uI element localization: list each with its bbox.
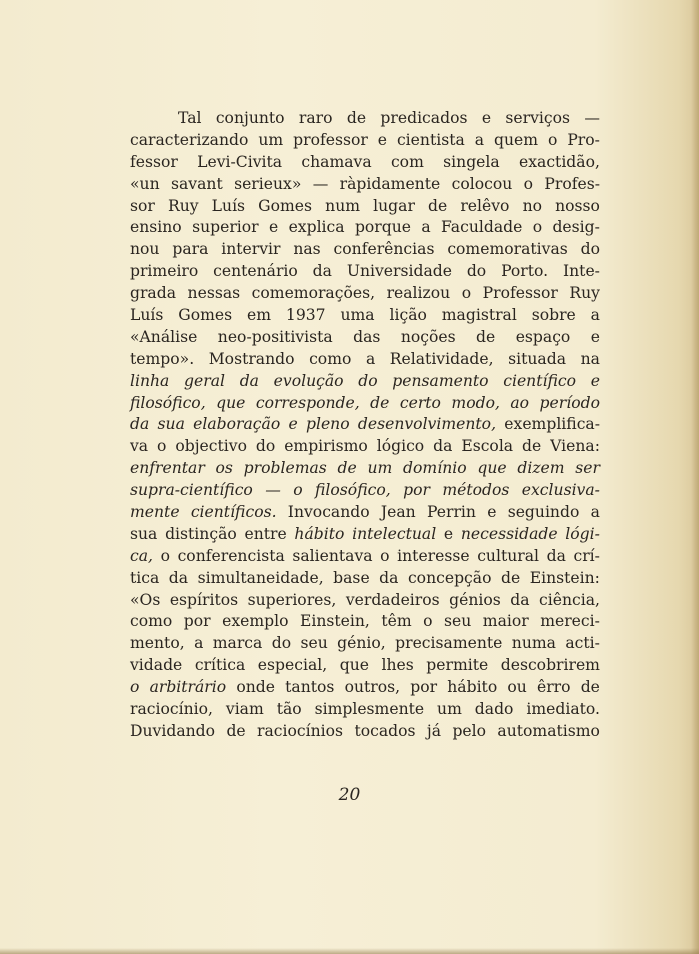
word: intervir <box>221 240 281 259</box>
word: enfrentar <box>130 459 205 478</box>
word: domínio <box>403 459 467 478</box>
word: crí- <box>573 546 600 565</box>
word: que <box>477 459 507 478</box>
word: dado <box>474 700 514 719</box>
word: ciência, <box>539 590 600 609</box>
word: tantos <box>285 678 335 697</box>
text-line <box>130 261 600 283</box>
word: elaboração <box>193 415 281 434</box>
word: «un <box>130 174 160 193</box>
word: e <box>377 130 387 149</box>
word: geral <box>184 371 225 390</box>
text-line <box>130 305 600 327</box>
word: da <box>168 568 189 587</box>
word: «Análise <box>130 327 198 346</box>
word: para <box>172 240 209 259</box>
word: da <box>312 262 332 281</box>
word: espíritos <box>169 590 239 609</box>
word: necessidade <box>460 524 558 543</box>
word: como <box>130 612 173 631</box>
page-bottom-shadow <box>0 948 699 954</box>
word: Einstein, <box>299 612 370 631</box>
word: e <box>443 524 454 543</box>
word: desig- <box>552 218 600 237</box>
word: simplesmente <box>314 700 425 719</box>
word: raro <box>298 109 333 127</box>
word: Porto. <box>501 262 549 281</box>
word: objectivo <box>175 437 247 456</box>
word: simultaneidade, <box>197 568 324 587</box>
word: noções <box>400 327 456 346</box>
word: lógico <box>376 437 425 456</box>
word: num <box>325 196 361 215</box>
word: evolução <box>273 371 344 390</box>
page-number: 20 <box>338 785 361 805</box>
word: como <box>309 349 352 368</box>
word: supra-científico <box>130 481 253 500</box>
word: grada <box>130 284 177 303</box>
word: da <box>546 546 566 565</box>
word: concepção <box>407 568 492 587</box>
word: ao <box>510 393 530 412</box>
word: comemorativas <box>447 240 568 259</box>
text-line <box>130 414 600 436</box>
word: superiores, <box>247 590 337 609</box>
word: outros, <box>344 678 401 697</box>
word: sua <box>130 524 158 543</box>
word: conferencista <box>177 546 285 565</box>
word: Invocando <box>287 503 370 522</box>
word: tempo». <box>130 349 195 368</box>
word: porque <box>354 218 412 237</box>
word: problemas <box>243 459 327 478</box>
word: os <box>215 459 233 478</box>
word: serviços <box>505 109 570 127</box>
text-line <box>130 590 600 612</box>
word: no <box>522 196 542 215</box>
word: e <box>590 327 600 346</box>
word: nou <box>130 240 160 259</box>
word: onde <box>236 678 275 697</box>
word: colocou <box>451 174 513 193</box>
text-line <box>130 721 600 743</box>
word: hábito <box>447 678 498 697</box>
word: exemplo <box>222 612 289 631</box>
word: uma <box>340 306 375 325</box>
word: seu <box>300 634 328 653</box>
word: vidade <box>130 656 183 675</box>
word: por <box>410 678 438 697</box>
word: nas <box>293 240 321 259</box>
word: com <box>390 152 424 171</box>
text-line <box>130 655 600 677</box>
word: fessor <box>130 152 178 171</box>
word: maior <box>482 612 529 631</box>
word: que <box>216 393 246 412</box>
word: primeiro <box>130 262 199 281</box>
word: ràpidamente <box>339 174 441 193</box>
word: da <box>379 568 399 587</box>
word: Gomes <box>178 306 233 325</box>
word: tica <box>130 568 160 587</box>
word: e <box>487 503 497 522</box>
word: científicos. <box>190 503 277 522</box>
word: professor <box>293 130 368 149</box>
word: e <box>268 218 279 237</box>
word: Professor <box>482 284 558 303</box>
word: o <box>423 612 433 631</box>
word: crítica <box>194 656 246 675</box>
word: Viena: <box>550 437 600 456</box>
word: numa <box>511 634 556 653</box>
word: da <box>433 437 453 456</box>
word: de <box>337 459 357 478</box>
word: Pro- <box>567 130 600 149</box>
word: em <box>247 306 272 325</box>
word: magistral <box>441 306 517 325</box>
text-line <box>130 524 600 546</box>
word: Escola <box>461 437 514 456</box>
word: do <box>358 371 378 390</box>
word: do <box>580 240 600 259</box>
word: pensamento <box>392 371 489 390</box>
word: do <box>255 437 276 456</box>
word: singela <box>443 152 500 171</box>
word: e <box>590 371 600 390</box>
word: exemplifica- <box>504 415 600 434</box>
word: Ruy <box>569 284 600 303</box>
word: e <box>481 109 492 127</box>
text-line <box>130 458 600 480</box>
word: permite <box>426 656 489 675</box>
word: sor <box>130 196 155 215</box>
word: serieux» <box>234 174 302 193</box>
word: 1937 <box>285 306 326 325</box>
word: de <box>370 393 390 412</box>
word: a <box>365 349 376 368</box>
word: científico <box>503 371 577 390</box>
word: ser <box>575 459 600 478</box>
word: conferências <box>333 240 435 259</box>
word: tão <box>276 700 302 719</box>
word: já <box>426 721 442 740</box>
word: a <box>421 218 431 237</box>
word: seguindo <box>507 503 580 522</box>
text-line <box>130 239 600 261</box>
word: hábito <box>294 524 345 543</box>
text-line <box>130 349 600 371</box>
text-line <box>130 327 600 349</box>
word: raciocínios <box>257 721 344 740</box>
word: do <box>271 634 292 653</box>
text-line <box>130 174 600 196</box>
word: filosófico, <box>130 393 206 412</box>
word: base <box>333 568 370 587</box>
word: exactidão, <box>519 152 600 171</box>
word: Gomes <box>258 196 313 215</box>
word: entre <box>244 524 287 543</box>
word: automatismo <box>497 721 600 740</box>
body-text <box>130 108 600 743</box>
word: período <box>539 393 600 412</box>
word: o <box>380 546 390 565</box>
word: quem <box>493 130 539 149</box>
word: cientista <box>396 130 465 149</box>
word: na <box>580 349 600 368</box>
text-line <box>130 152 600 174</box>
word: métodos <box>442 481 510 500</box>
word: marca <box>212 634 263 653</box>
word: Ruy <box>167 196 199 215</box>
word: um <box>367 459 393 478</box>
word: mente <box>130 503 180 522</box>
text-line <box>130 436 600 458</box>
word: a <box>590 306 600 325</box>
word: tocados <box>354 721 416 740</box>
word: va <box>130 437 149 456</box>
word: raciocínio, <box>130 700 213 719</box>
word: neo-positivista <box>217 327 333 346</box>
word: «Os <box>130 590 161 609</box>
text-line <box>130 371 600 393</box>
word: precisamente <box>395 634 503 653</box>
word: o <box>130 678 140 697</box>
word: chamava <box>301 152 372 171</box>
word: pleno <box>305 415 350 434</box>
word: por <box>183 612 211 631</box>
word: Faculdade <box>441 218 523 237</box>
word: de <box>346 109 367 127</box>
word: interesse <box>397 546 470 565</box>
word: Mostrando <box>208 349 295 368</box>
word: espaço <box>515 327 571 346</box>
word: — <box>312 174 329 193</box>
word: das <box>353 327 381 346</box>
word: seu <box>444 612 472 631</box>
word: — <box>265 481 281 500</box>
word: centenário <box>213 262 298 281</box>
word: explica <box>288 218 345 237</box>
text-line <box>130 130 600 152</box>
word: cultural <box>477 546 540 565</box>
word: Levi-Civita <box>197 152 283 171</box>
word: Inte- <box>562 262 600 281</box>
word: superior <box>192 218 259 237</box>
word: o <box>461 284 472 303</box>
word: lógi- <box>565 524 600 543</box>
word: Einstein: <box>529 568 600 587</box>
word: de <box>226 721 246 740</box>
word: a <box>194 634 204 653</box>
word: mento, <box>130 634 185 653</box>
word: ou <box>507 678 527 697</box>
word: da <box>130 415 150 434</box>
word: exclusiva- <box>521 481 600 500</box>
word: conjunto <box>215 109 285 127</box>
word: de <box>580 678 600 697</box>
word: Tal <box>178 109 202 127</box>
text-line <box>130 568 600 590</box>
word: mereci- <box>540 612 600 631</box>
word: predicados <box>380 109 468 127</box>
word: verdadeiros <box>345 590 440 609</box>
word: linha <box>130 371 170 390</box>
text-line <box>130 480 600 502</box>
word: realizou <box>386 284 451 303</box>
word: e <box>288 415 298 434</box>
word: acti- <box>565 634 600 653</box>
word: salientava <box>292 546 373 565</box>
word: corresponde, <box>255 393 360 412</box>
word: pelo <box>452 721 487 740</box>
word: Profes- <box>544 174 600 193</box>
text-line <box>130 283 600 305</box>
text-line <box>130 108 600 130</box>
word: Luís <box>130 306 164 325</box>
word: o <box>160 546 170 565</box>
text-line <box>130 196 600 218</box>
text-line <box>130 633 600 655</box>
word: Perrin <box>426 503 476 522</box>
word: certo <box>399 393 441 412</box>
word: filosófico, <box>315 481 391 500</box>
word: génios <box>449 590 501 609</box>
word: por <box>403 481 430 500</box>
word: têm <box>381 612 412 631</box>
word: viam <box>225 700 264 719</box>
word: o <box>532 218 543 237</box>
word: êrro <box>537 678 571 697</box>
word: descobrirem <box>500 656 600 675</box>
word: o <box>157 437 167 456</box>
word: lhes <box>381 656 414 675</box>
page-edge-shadow <box>691 0 699 954</box>
word: de <box>500 568 521 587</box>
word: nessas <box>187 284 241 303</box>
text-line <box>130 546 600 568</box>
text-line <box>130 217 600 239</box>
word: sua <box>157 415 185 434</box>
word: sobre <box>531 306 576 325</box>
word: nosso <box>555 196 600 215</box>
word: o <box>547 130 558 149</box>
word: dizem <box>517 459 565 478</box>
word: da <box>239 371 259 390</box>
word: caracterizando <box>130 130 249 149</box>
word: lição <box>389 306 427 325</box>
text-line <box>130 611 600 633</box>
word: Relatividade, <box>389 349 494 368</box>
word: o <box>293 481 303 500</box>
word: lugar <box>373 196 415 215</box>
word: a <box>590 503 600 522</box>
word: de <box>522 437 542 456</box>
text-line <box>130 677 600 699</box>
word: génio, <box>337 634 386 653</box>
text-line <box>130 502 600 524</box>
word: Duvidando <box>130 721 216 740</box>
word: intelectual <box>352 524 437 543</box>
word: do <box>466 262 487 281</box>
text-line <box>130 699 600 721</box>
word: especial, <box>257 656 328 675</box>
word: desenvolvimento, <box>357 415 497 434</box>
word: comemorações, <box>251 284 376 303</box>
word: ca, <box>130 546 153 565</box>
word: de <box>428 196 448 215</box>
text-line <box>130 393 600 415</box>
word: Jean <box>380 503 416 522</box>
word: relêvo <box>460 196 510 215</box>
word: imediato. <box>526 700 600 719</box>
word: situada <box>508 349 567 368</box>
word: Luís <box>211 196 246 215</box>
word: da <box>510 590 530 609</box>
word: — <box>584 109 600 127</box>
word: Universidade <box>346 262 452 281</box>
word: a <box>474 130 485 149</box>
word: empirismo <box>284 437 368 456</box>
word: modo, <box>451 393 500 412</box>
word: de <box>476 327 496 346</box>
word: um <box>437 700 462 719</box>
word: ensino <box>130 218 182 237</box>
word: distinção <box>165 524 237 543</box>
word: que <box>339 656 369 675</box>
word: um <box>258 130 284 149</box>
word: savant <box>171 174 223 193</box>
word: arbitrário <box>149 678 227 697</box>
word: o <box>523 174 534 193</box>
